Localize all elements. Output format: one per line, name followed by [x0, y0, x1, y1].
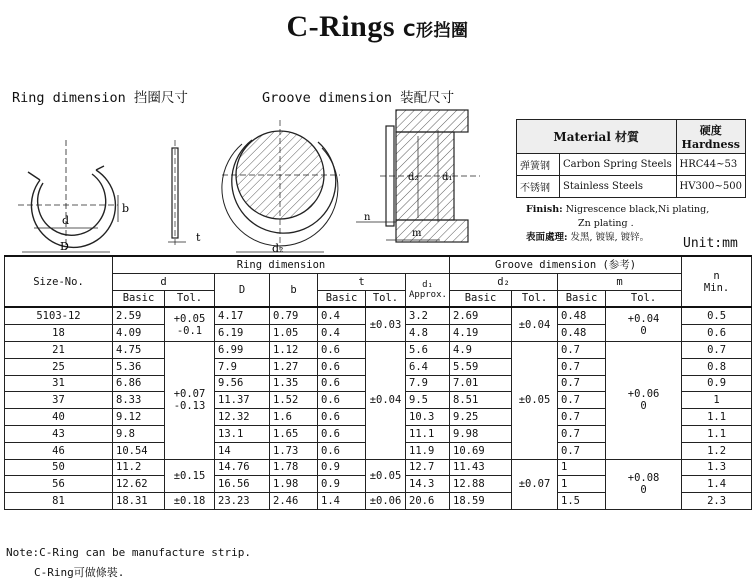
groove-front-view	[222, 120, 340, 252]
ring-caption: Ring dimension 挡圈尺寸	[12, 90, 188, 106]
tol-m: +0.08 0	[606, 459, 682, 509]
tol-t: ±0.03	[366, 307, 406, 341]
dimension-table	[4, 255, 752, 510]
finish-label: Finish:	[526, 204, 563, 215]
label-d2: d₂	[272, 242, 284, 255]
tol-d2: ±0.07	[512, 459, 558, 509]
tol-d: ±0.18	[165, 493, 215, 510]
header-d2: d₂	[450, 273, 558, 290]
table-row: 81 18.31 ±0.18 23.23 2.46 1.4 ±0.06 20.6 18.59 1.5 2.3	[5, 493, 752, 510]
c-ring-drawing	[18, 140, 118, 252]
table-row: 50 11.2 ±0.15 14.76 1.78 0.9 ±0.05 12.7 11.43 ±0.07 1 +0.08 0 1.3	[5, 459, 752, 476]
tol-m: +0.04 0	[606, 307, 682, 341]
table-row: 31 6.86 9.56 1.35 0.6 7.9 7.01 0.7 0.9	[5, 375, 752, 392]
title-sub: C形挡圈	[403, 21, 469, 41]
label-b: b	[122, 202, 130, 215]
header-tol: Tol.	[366, 290, 406, 307]
header-n: n Min.	[682, 256, 752, 307]
header-basic: Basic	[558, 290, 606, 307]
table-row: 46 10.54 14 1.73 0.6 11.9 10.69 0.7 1.2	[5, 442, 752, 459]
tol-d: ±0.15	[165, 459, 215, 493]
material-en: Carbon Spring Steels	[560, 154, 677, 176]
note-line-1: Note:C-Ring can be manufacture strip.	[6, 546, 252, 559]
finish-text: Nigrescence black,Ni plating,	[565, 204, 710, 215]
header-basic: Basic	[318, 290, 366, 307]
material-cn: 不锈钢	[517, 176, 560, 198]
header-groove: Groove dimension (参考)	[450, 256, 682, 273]
tol-d: +0.07 -0.13	[165, 341, 215, 459]
ring-side-view	[168, 140, 186, 248]
header-D: D	[215, 273, 270, 307]
hardness-header: 硬度 Hardness	[676, 120, 746, 154]
table-row: 37 8.33 11.37 1.52 0.6 9.5 8.51 0.7 1	[5, 392, 752, 409]
finish-cn-text: 发黑, 镀镍, 镀锌。	[570, 232, 650, 243]
tol-t: ±0.05	[366, 459, 406, 493]
label-n: n	[364, 212, 371, 223]
label-m: m	[412, 228, 422, 239]
header-b: b	[270, 273, 318, 307]
tol-m: +0.06 0	[606, 341, 682, 459]
material-hardness: HRC44~53	[676, 154, 746, 176]
label-D: D	[60, 240, 69, 253]
material-header: Material 材質	[517, 120, 677, 154]
header-tol: Tol.	[606, 290, 682, 307]
title-main: C-Rings	[286, 10, 396, 43]
header-d: d	[113, 273, 215, 290]
table-row: 18 4.09 6.19 1.05 0.4 4.8 4.19 0.48 0.6	[5, 325, 752, 342]
label-d1-inner: d₂	[408, 172, 419, 183]
table-row: 43 9.8 13.1 1.65 0.6 11.1 9.98 0.7 1.1	[5, 425, 752, 442]
material-hardness: HV300~500	[676, 176, 746, 198]
header-basic: Basic	[450, 290, 512, 307]
label-d1: d₁	[442, 172, 453, 183]
header-size: Size-No.	[5, 256, 113, 307]
label-t: t	[196, 231, 201, 244]
tol-t: ±0.04	[366, 341, 406, 459]
header-tol: Tol.	[165, 290, 215, 307]
header-d1: d₁ Approx.	[406, 273, 450, 307]
material-en: Stainless Steels	[560, 176, 677, 198]
label-d: d	[62, 214, 70, 227]
table-row: 25 5.36 7.9 1.27 0.6 6.4 5.59 0.7 0.8	[5, 358, 752, 375]
header-m: m	[558, 273, 682, 290]
header-ring: Ring dimension	[113, 256, 450, 273]
table-row: 40 9.12 12.32 1.6 0.6 10.3 9.25 0.7 1.1	[5, 409, 752, 426]
table-row: 21 4.75 +0.07 -0.13 6.99 1.12 0.6 ±0.04 5.6 4.9 ±0.05 0.7 +0.06 0 0.7	[5, 341, 752, 358]
tol-d2: ±0.04	[512, 307, 558, 341]
dimension-drawings	[0, 100, 510, 260]
tol-d2: ±0.05	[512, 341, 558, 459]
groove-caption: Groove dimension 装配尺寸	[262, 90, 455, 106]
unit-label: Unit:mm	[683, 236, 738, 251]
finish-text2: Zn plating .	[578, 218, 634, 229]
material-table	[516, 119, 746, 198]
table-row: 56 12.62 16.56 1.98 0.9 14.3 12.88 1 1.4	[5, 476, 752, 493]
header-tol: Tol.	[512, 290, 558, 307]
footer-note	[6, 543, 251, 583]
finish-cn-label: 表面處理:	[526, 232, 568, 243]
table-row: 5103-12 2.59 +0.05 -0.1 4.17 0.79 0.4 ±0.03 3.2 2.69 ±0.04 0.48 +0.04 0 0.5	[5, 307, 752, 324]
tol-d: +0.05 -0.1	[165, 307, 215, 341]
header-basic: Basic	[113, 290, 165, 307]
material-cn: 弹簧钢	[517, 154, 560, 176]
note-line-2: C-Ring可做條裝.	[34, 566, 125, 579]
page-title	[0, 10, 755, 44]
tol-t: ±0.06	[366, 493, 406, 510]
header-t: t	[318, 273, 406, 290]
